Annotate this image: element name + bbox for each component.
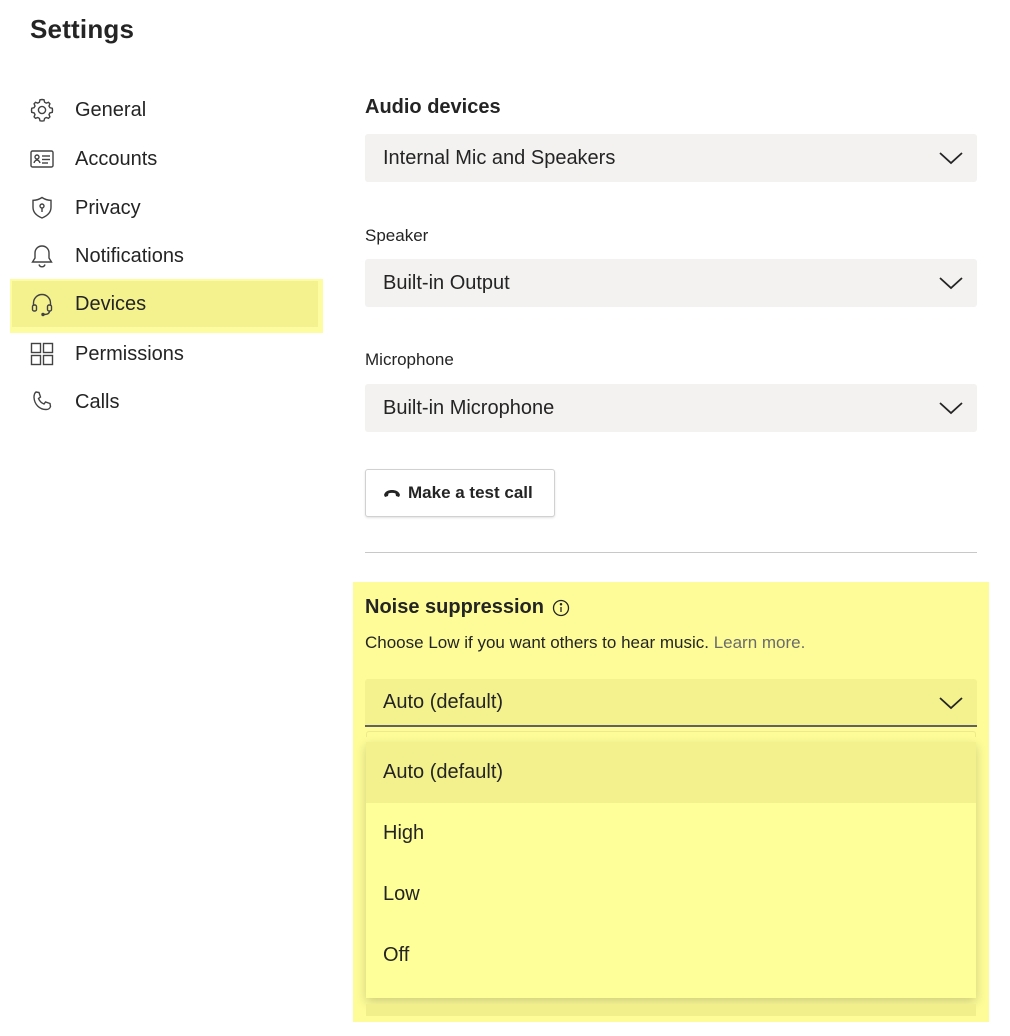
phone-icon [29,389,55,415]
test-call-label: Make a test call [408,483,533,502]
sidebar-item-permissions[interactable] [12,331,318,377]
bell-icon [29,243,55,269]
chevron-down-icon [939,693,963,713]
noise-description-text: Choose Low if you want others to hear music. [365,633,709,652]
menu-option-low[interactable]: Low [383,883,420,905]
microphone-value: Built-in Microphone [383,396,555,419]
gear-icon [29,97,55,123]
shield-lock-icon [29,195,55,221]
audio-device-dropdown[interactable] [365,134,977,182]
sidebar-item-notifications[interactable] [12,233,318,279]
noise-suppression-menu [366,742,976,998]
id-card-icon [29,146,55,172]
noise-suppression-dropdown[interactable] [365,679,977,727]
info-icon[interactable] [552,599,570,617]
sidebar-item-label: Devices [75,292,147,315]
sidebar-item-label: General [75,98,147,121]
menu-option-auto[interactable]: Auto (default) [366,742,976,803]
speaker-dropdown[interactable] [365,259,977,307]
sidebar-item-accounts[interactable] [12,136,318,182]
sidebar-item-label: Calls [75,390,120,413]
audio-device-value: Internal Mic and Speakers [383,146,616,169]
noise-suppression-title-text: Noise suppression [365,596,544,618]
sidebar-item-label: Permissions [75,342,184,365]
page-title: Settings [30,14,135,44]
sidebar-item-label: Notifications [75,244,184,267]
microphone-label: Microphone [365,350,454,369]
make-test-call-button[interactable] [365,469,555,517]
section-divider [365,552,977,553]
phone-hangup-icon [383,488,401,498]
learn-more-link[interactable]: Learn more. [713,633,806,652]
menu-option-off[interactable]: Off [383,944,410,966]
noise-suppression-title [365,596,570,619]
sidebar-item-general[interactable] [12,87,318,133]
noise-selected-value: Auto (default) [383,690,504,713]
audio-devices-title: Audio devices [365,96,501,118]
speaker-label: Speaker [365,226,429,245]
sidebar-item-privacy[interactable] [12,185,318,231]
chevron-down-icon [939,273,963,293]
grid-icon [29,341,55,367]
sidebar-item-devices[interactable] [12,281,318,327]
speaker-value: Built-in Output [383,271,510,294]
chevron-down-icon [939,148,963,168]
menu-option-high[interactable]: High [383,822,425,844]
dropdown-menu-bottom [366,1004,976,1016]
microphone-dropdown[interactable] [365,384,977,432]
sidebar-item-calls[interactable] [12,379,318,425]
chevron-down-icon [939,398,963,418]
headset-icon [29,291,55,317]
dropdown-menu-edge [366,731,976,737]
sidebar-item-label: Privacy [75,196,141,219]
sidebar-item-label: Accounts [75,147,158,170]
noise-suppression-description [365,633,805,653]
